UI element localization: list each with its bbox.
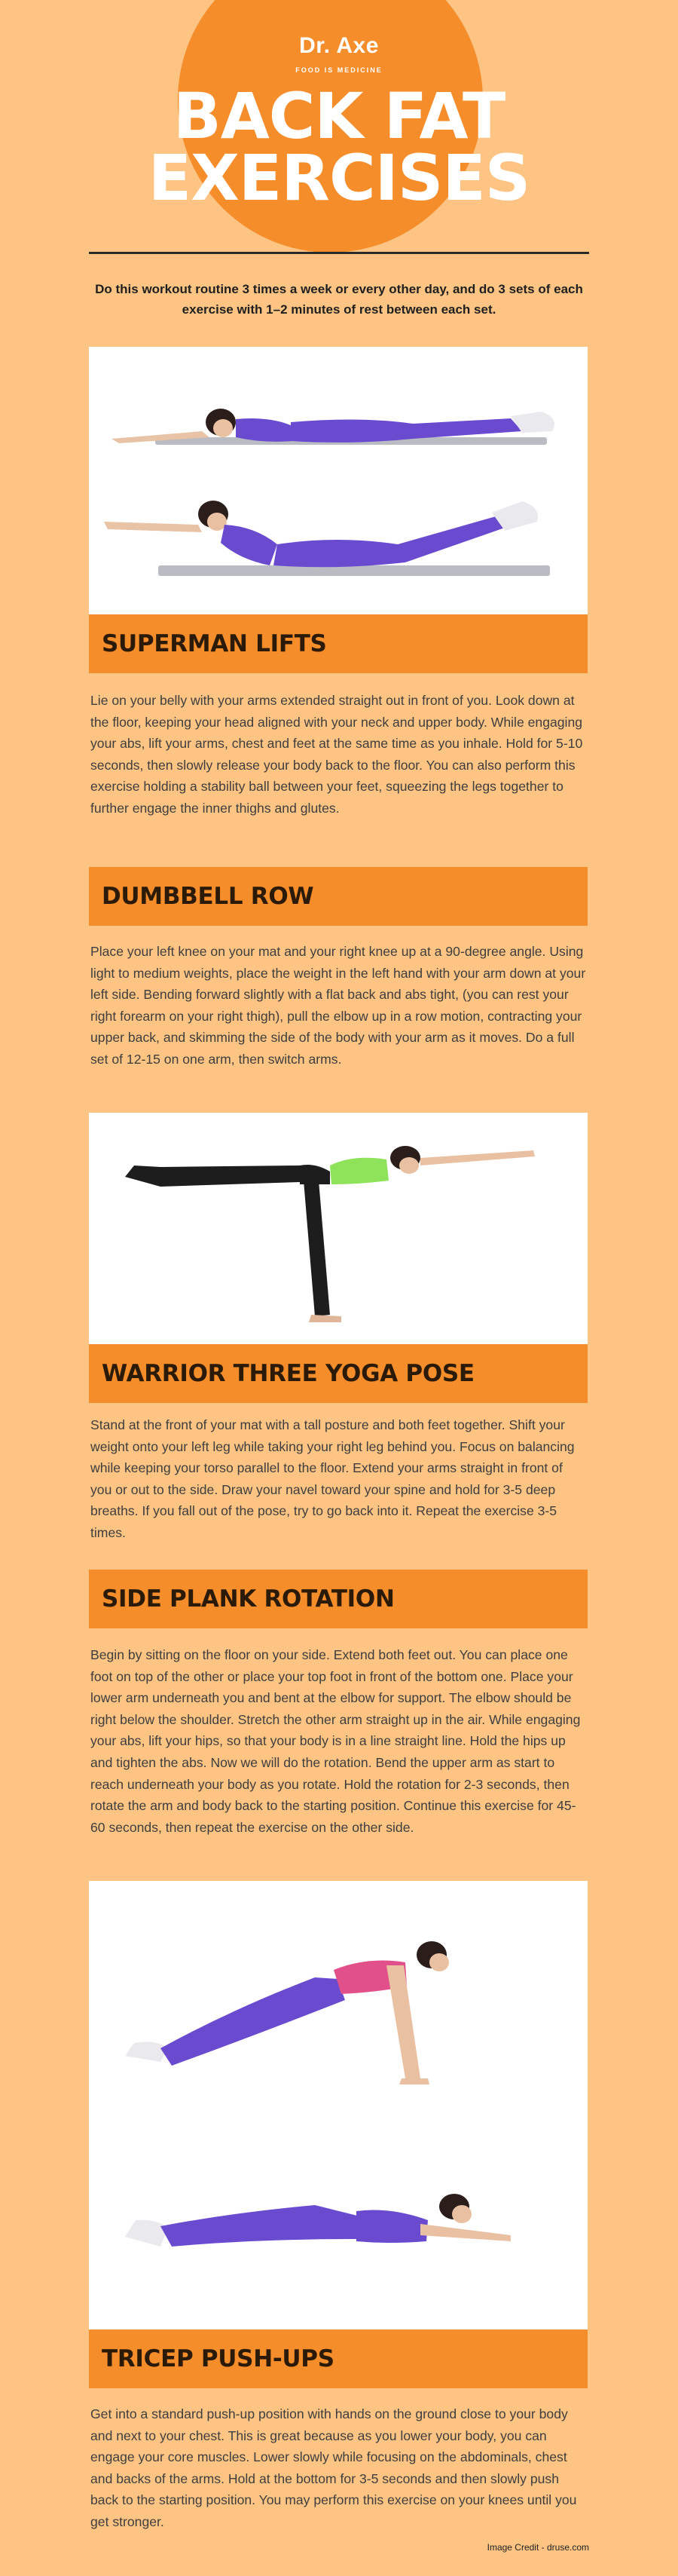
section-title-dumbbell-row: DUMBBELL ROW — [89, 867, 588, 926]
brand-logo: Dr. Axe — [299, 33, 379, 58]
description-superman-lifts: Lie on your belly with your arms extended straight out in front of you. Look down at the floor, keeping your head aligned with your neck and upper body. While engaging your abs, lift your arms, chest and feet at the same time as you inhale. Hold for 5-10 seconds, then slowly release your body back to the floor. You can also perform this exercise holding a stability ball between your feet, squeezing the legs together to further engage the inner thighs and glutes. — [90, 693, 583, 816]
image-credit: Image Credit - druse.com — [487, 2542, 589, 2553]
page-title-line2: EXERCISES — [148, 141, 530, 215]
description-side-plank-rotation: Begin by sitting on the floor on your side. Extend both feet out. You can place one foot on top of the other or place your top foot in front of the bottom one. Place your lower arm underneath you and bent at the elbow for support. The elbow should be right below the shoulder. Stretch the other arm straight up in the air. While engaging your abs, lift your hips, so that your body is in a line straight line. Hold the hips up and tighten the abs. Now we will do the rotation. Bend the upper arm as start to reach underneath your body as you rotate. Hold the rotation for 2-3 seconds, then rotate the arm and body back to the starting position. Continue this exercise for 45-60 seconds, then repeat the exercise on the other side. — [90, 1647, 581, 1835]
divider — [89, 252, 589, 254]
section-title-tricep-pushups: TRICEP PUSH-UPS — [89, 2329, 588, 2388]
page-title-line1: BACK FAT — [173, 79, 505, 153]
brand-tagline: FOOD IS MEDICINE — [295, 66, 383, 74]
superman-lifts-photo — [89, 347, 588, 614]
section-title-side-plank-rotation: SIDE PLANK ROTATION — [89, 1570, 588, 1628]
section-title-superman-lifts: SUPERMAN LIFTS — [89, 614, 588, 673]
superman-lifts-illustration — [89, 347, 588, 614]
intro-text: Do this workout routine 3 times a week or every other day, and do 3 sets of each exercise with 1–2 minutes of rest between each set. — [95, 282, 583, 317]
tricep-pushups-photo — [89, 1881, 588, 2329]
warrior-three-illustration — [89, 1113, 588, 1344]
description-dumbbell-row: Place your left knee on your mat and your right knee up at a 90-degree angle. Using light to medium weights, place the weight in the left hand with your arm down at your left side. Bending forward slightly with a flat back and abs tight, (you can rest your right forearm on your right thigh), pull the elbow up in a row motion, contracting your upper back, and skimming the side of the body with your arm as it moves. Do a full set of 12-15 on one arm, then switch arms. — [90, 944, 586, 1067]
warrior-three-photo — [89, 1113, 588, 1344]
description-warrior-three: Stand at the front of your mat with a tall posture and both feet together. Shift your weight onto your left leg while taking your right leg behind you. Focus on balancing while keeping your torso parallel to the floor. Extend your arms straight in front of you or out to the side. Draw your navel toward your spine and hold for 3-5 deep breaths. If you fall out of the pose, try to go back into it. Repeat the exercise 3-5 times. — [90, 1417, 575, 1540]
tricep-pushups-illustration — [89, 1881, 588, 2329]
section-title-warrior-three: WARRIOR THREE YOGA POSE — [89, 1344, 588, 1403]
description-tricep-pushups: Get into a standard push-up position with hands on the ground close to your body and next to your chest. This is great because as you lower your body, you can engage your core muscles. Lower slowly while focusing on the abdominals, chest and backs of the arms. Hold at the bottom for 3-5 seconds and then slowly push back to the starting position. You may perform this exercise on your knees until you get stronger. — [90, 2406, 577, 2529]
